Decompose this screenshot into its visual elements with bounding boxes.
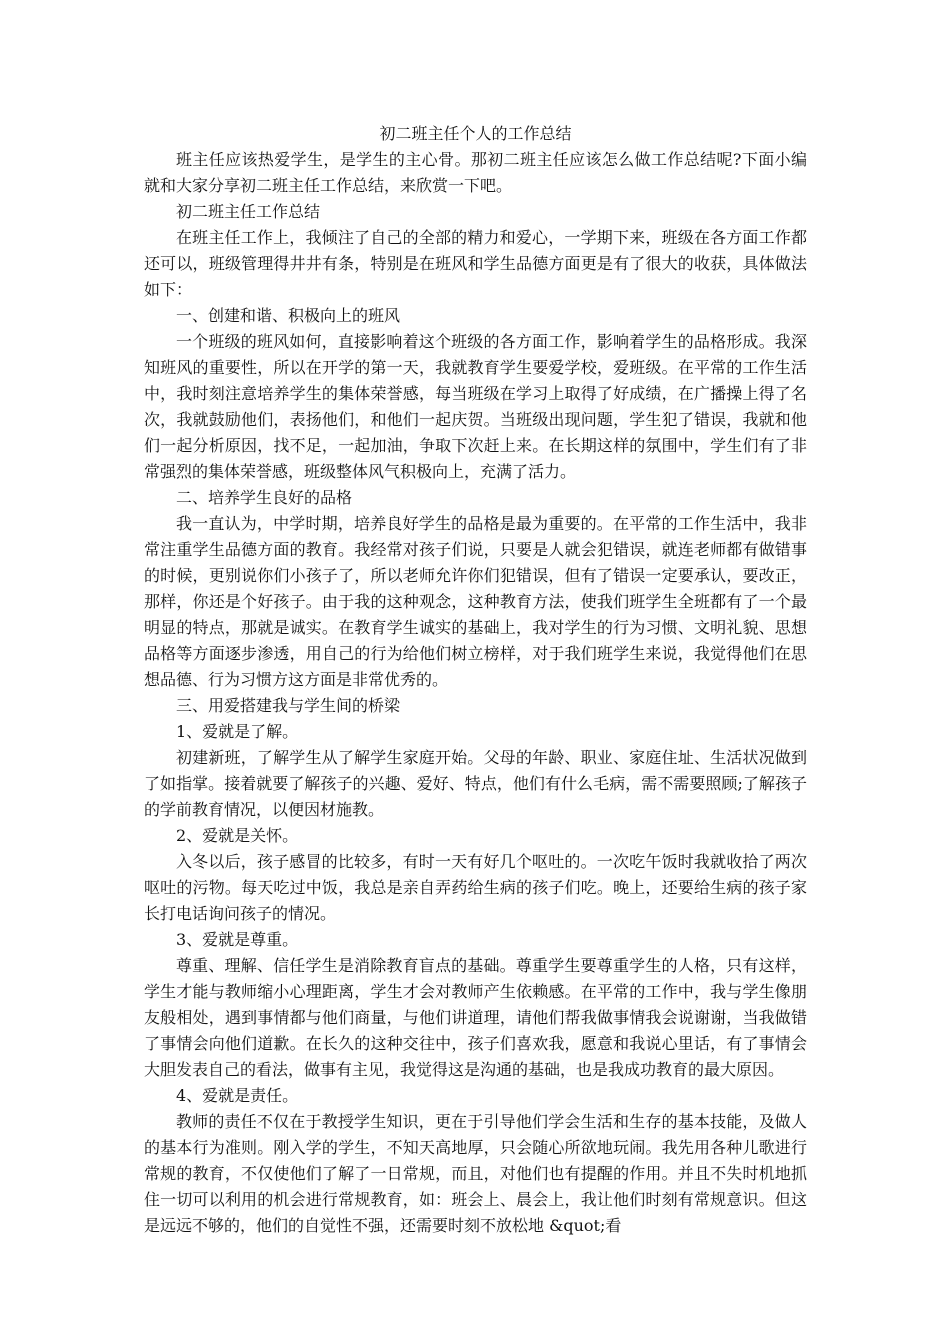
section-heading-1: 一、创建和谐、积极向上的班风 [176,306,401,325]
subtitle-paragraph: 初二班主任工作总结 [176,202,321,221]
subheading-4: 4、爱就是责任。 [176,1086,299,1105]
document-page [144,121,807,1239]
section-heading-2: 二、培养学生良好的品格 [176,488,353,507]
subheading-1: 1、爱就是了解。 [176,722,299,741]
subheading-2: 2、爱就是关怀。 [176,826,299,845]
body-paragraph: 尊重、理解、信任学生是消除教育盲点的基础。尊重学生要尊重学生的人格，只有这样，学生才能与教师缩小心理距离，学生才会对教师产生依赖感。在平常的工作中，我与学生像朋友般相处，遇到事情都与他们商量，与他们讲道理，请他们帮我做事情我会说谢谢，当我做错了事情会向他们道歉。在长久的这种交往中，孩子们喜欢我，愿意和我说心里话，有了事情会大胆发表自己的看法，做事有主见，我觉得这是沟通的基础，也是我成功教育的最大原因。 [144,956,807,1079]
section-heading-3: 三、用爱搭建我与学生间的桥梁 [176,696,401,715]
body-paragraph: 教师的责任不仅在于教授学生知识，更在于引导他们学会生活和生存的基本技能，及做人的基本行为准则。刚入学的学生，不知天高地厚，只会随心所欲地玩闹。我先用各种儿歌进行常规的教育，不仅使他们了解了一日常规，而且，对他们也有提醒的作用。并且不失时机地抓住一切可以利用的机会进行常规教育，如：班会上、晨会上，我让他们时刻有常规意识。但这是远远不够的，他们的自觉性不强，还需要时刻不放松地 &quot;看 [144,1112,807,1235]
body-paragraph: 我一直认为，中学时期，培养良好学生的品格是最为重要的。在平常的工作生活中，我非常注重学生品德方面的教育。我经常对孩子们说，只要是人就会犯错误，就连老师都有做错事的时候，更别说你们小孩子了，所以老师允许你们犯错误，但有了错误一定要承认，要改正，那样，你还是个好孩子。由于我的这种观念，这种教育方法，使我们班学生全班都有了一个最明显的特点，那就是诚实。在教育学生诚实的基础上，我对学生的行为习惯、文明礼貌、思想品格等方面逐步渗透，用自己的行为给他们树立榜样，对于我们班学生来说，我觉得他们在思想品德、行为习惯方这方面是非常优秀的。 [144,514,807,689]
body-paragraph: 初建新班，了解学生从了解学生家庭开始。父母的年龄、职业、家庭住址、生活状况做到了如指掌。接着就要了解孩子的兴趣、爱好、特点，他们有什么毛病，需不需要照顾;了解孩子的学前教育情况，以便因材施教。 [144,748,807,819]
body-paragraph: 在班主任工作上，我倾注了自己的全部的精力和爱心，一学期下来，班级在各方面工作都还可以，班级管理得井井有条，特别是在班风和学生品德方面更是有了很大的收获，具体做法如下： [144,228,807,299]
intro-paragraph: 班主任应该热爱学生，是学生的主心骨。那初二班主任应该怎么做工作总结呢?下面小编就和大家分享初二班主任工作总结，来欣赏一下吧。 [144,150,807,195]
body-paragraph: 一个班级的班风如何，直接影响着这个班级的各方面工作，影响着学生的品格形成。我深知班风的重要性，所以在开学的第一天，我就教育学生要爱学校，爱班级。在平常的工作生活中，我时刻注意培养学生的集体荣誉感，每当班级在学习上取得了好成绩，在广播操上得了名次，我就鼓励他们，表扬他们，和他们一起庆贺。当班级出现问题，学生犯了错误，我就和他们一起分析原因，找不足，一起加油，争取下次赶上来。在长期这样的氛围中，学生们有了非常强烈的集体荣誉感，班级整体风气积极向上，充满了活力。 [144,332,807,481]
body-paragraph: 入冬以后，孩子感冒的比较多，有时一天有好几个呕吐的。一次吃午饭时我就收拾了两次呕吐的污物。每天吃过中饭，我总是亲自弄药给生病的孩子们吃。晚上，还要给生病的孩子家长打电话询问孩子的情况。 [144,852,807,923]
document-title: 初二班主任个人的工作总结 [379,124,572,143]
subheading-3: 3、爱就是尊重。 [176,930,299,949]
